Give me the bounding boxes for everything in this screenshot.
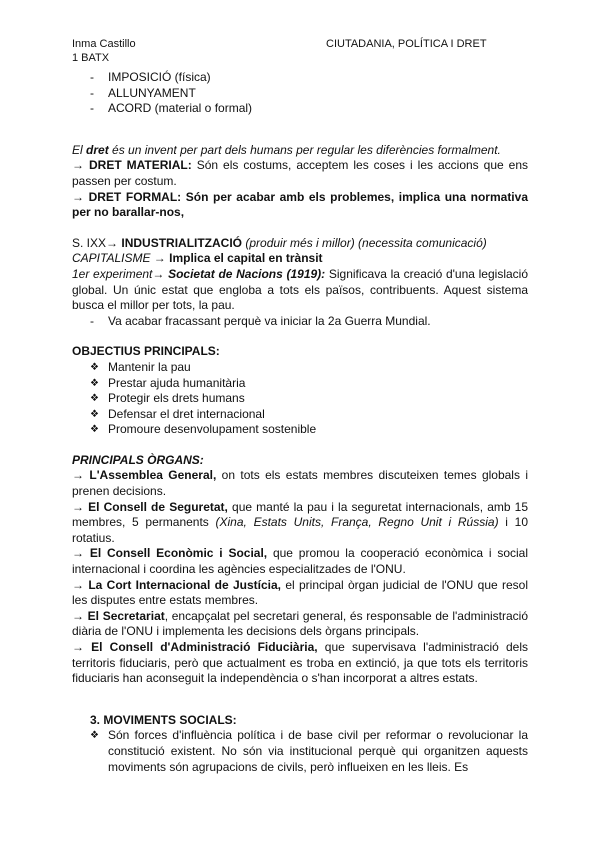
list-item: - ALLUNYAMENT	[72, 86, 528, 102]
dret-intro: El dret és un invent per part dels humans per regular les diferències formalment.	[72, 142, 501, 157]
industrialitzacio-line: S. IXX→ INDUSTRIALITZACIÓ (produir més i millor) (necessita comunicació)	[72, 235, 487, 250]
header-subject: CIUTADANIA, POLÍTICA I DRET	[326, 38, 487, 50]
diamond-bullet-icon: ❖	[90, 424, 99, 436]
list-item: ❖ Protegir els drets humans	[90, 391, 245, 406]
objectius-list	[72, 360, 528, 438]
organs-title: PRINCIPALS ÒRGANS:	[72, 452, 204, 467]
list-item: ❖ Defensar el dret internacional	[90, 406, 265, 421]
diamond-bullet-icon: ❖	[90, 377, 99, 389]
fracas-item: - Va acabar fracassant perquè va iniciar la 2a Guerra Mundial.	[72, 314, 528, 330]
document-body	[72, 70, 528, 775]
diamond-bullet-icon: ❖	[90, 361, 99, 373]
list-item: ❖ Promoure desenvolupament sostenible	[90, 422, 317, 437]
diamond-bullet-icon: ❖	[90, 730, 99, 742]
moviments-paragraph: ❖ Són forces d'influència política i de base civil per reformar o revolucionar la constitució existent. No són via institucional perquè qui organitzen aquests moviments són agrupacions de civils, però influeixen en les lleis. Es	[90, 728, 528, 774]
organ-economic: → El Consell Econòmic i Social, que promou la cooperació econòmica i social internacional i coordina les agències especialitzades de l'ONU.	[72, 546, 528, 577]
organ-secretariat: → El Secretariat, encapçalat pel secretari general, és responsable de l'administració diària de l'ONU i implementa les decisions dels òrgans principals.	[72, 608, 529, 639]
diamond-bullet-icon: ❖	[90, 393, 99, 405]
organ-cort: → La Cort Internacional de Justícia, el principal òrgan judicial de l'ONU que resol les disputes entre estats membres.	[72, 577, 528, 608]
section-3-title: 3. MOVIMENTS SOCIALS:	[90, 712, 237, 727]
organ-fiduciaria: → El Consell d'Administració Fiduciària, que supervisava l'administració dels territoris fiduciaris, però que actualment es troba en extinció, ja que tots els territoris fiduciaris han aconseguit la independència o s'han incorporat a altres estats.	[72, 640, 528, 686]
dret-material: → DRET MATERIAL: Són els costums, acceptem les coses i les accions que ens passen per costum.	[72, 158, 528, 188]
header-course: 1 BATX	[72, 52, 110, 64]
objectius-title: OBJECTIUS PRINCIPALS:	[72, 344, 220, 359]
header-author: Inma Castillo	[72, 38, 136, 50]
dret-formal: → DRET FORMAL: Són per acabar amb els problemes, implica una normativa per no barallar-nos,	[72, 189, 528, 220]
list-item: - IMPOSICIÓ (física)	[72, 70, 528, 86]
top-list	[72, 70, 528, 117]
capitalisme-line: CAPITALISME → Implica el capital en trànsit	[72, 251, 323, 266]
diamond-bullet-icon: ❖	[90, 408, 99, 420]
list-item: ❖ Mantenir la pau	[90, 359, 191, 374]
organ-assemblea: → L'Assemblea General, on tots els estats membres discuteixen temes globals i prenen decisions.	[72, 468, 528, 499]
list-item: - ACORD (material o formal)	[72, 101, 528, 117]
organ-seguretat: → El Consell de Seguretat, que manté la pau i la seguretat internacionals, amb 15 membres, 5 permanents (Xina, Estats Units, França, Regno Unit i Rússia) i 10 rotatius.	[72, 499, 529, 545]
list-item: ❖ Prestar ajuda humanitària	[90, 375, 246, 390]
experiment-paragraph: 1er experiment→ Societat de Nacions (1919): Significava la creació d'una legislació global. Un únic estat que engloba a tots els països, contribuents. Aquest sistema busca el millor per tots, la pau.	[72, 266, 529, 313]
